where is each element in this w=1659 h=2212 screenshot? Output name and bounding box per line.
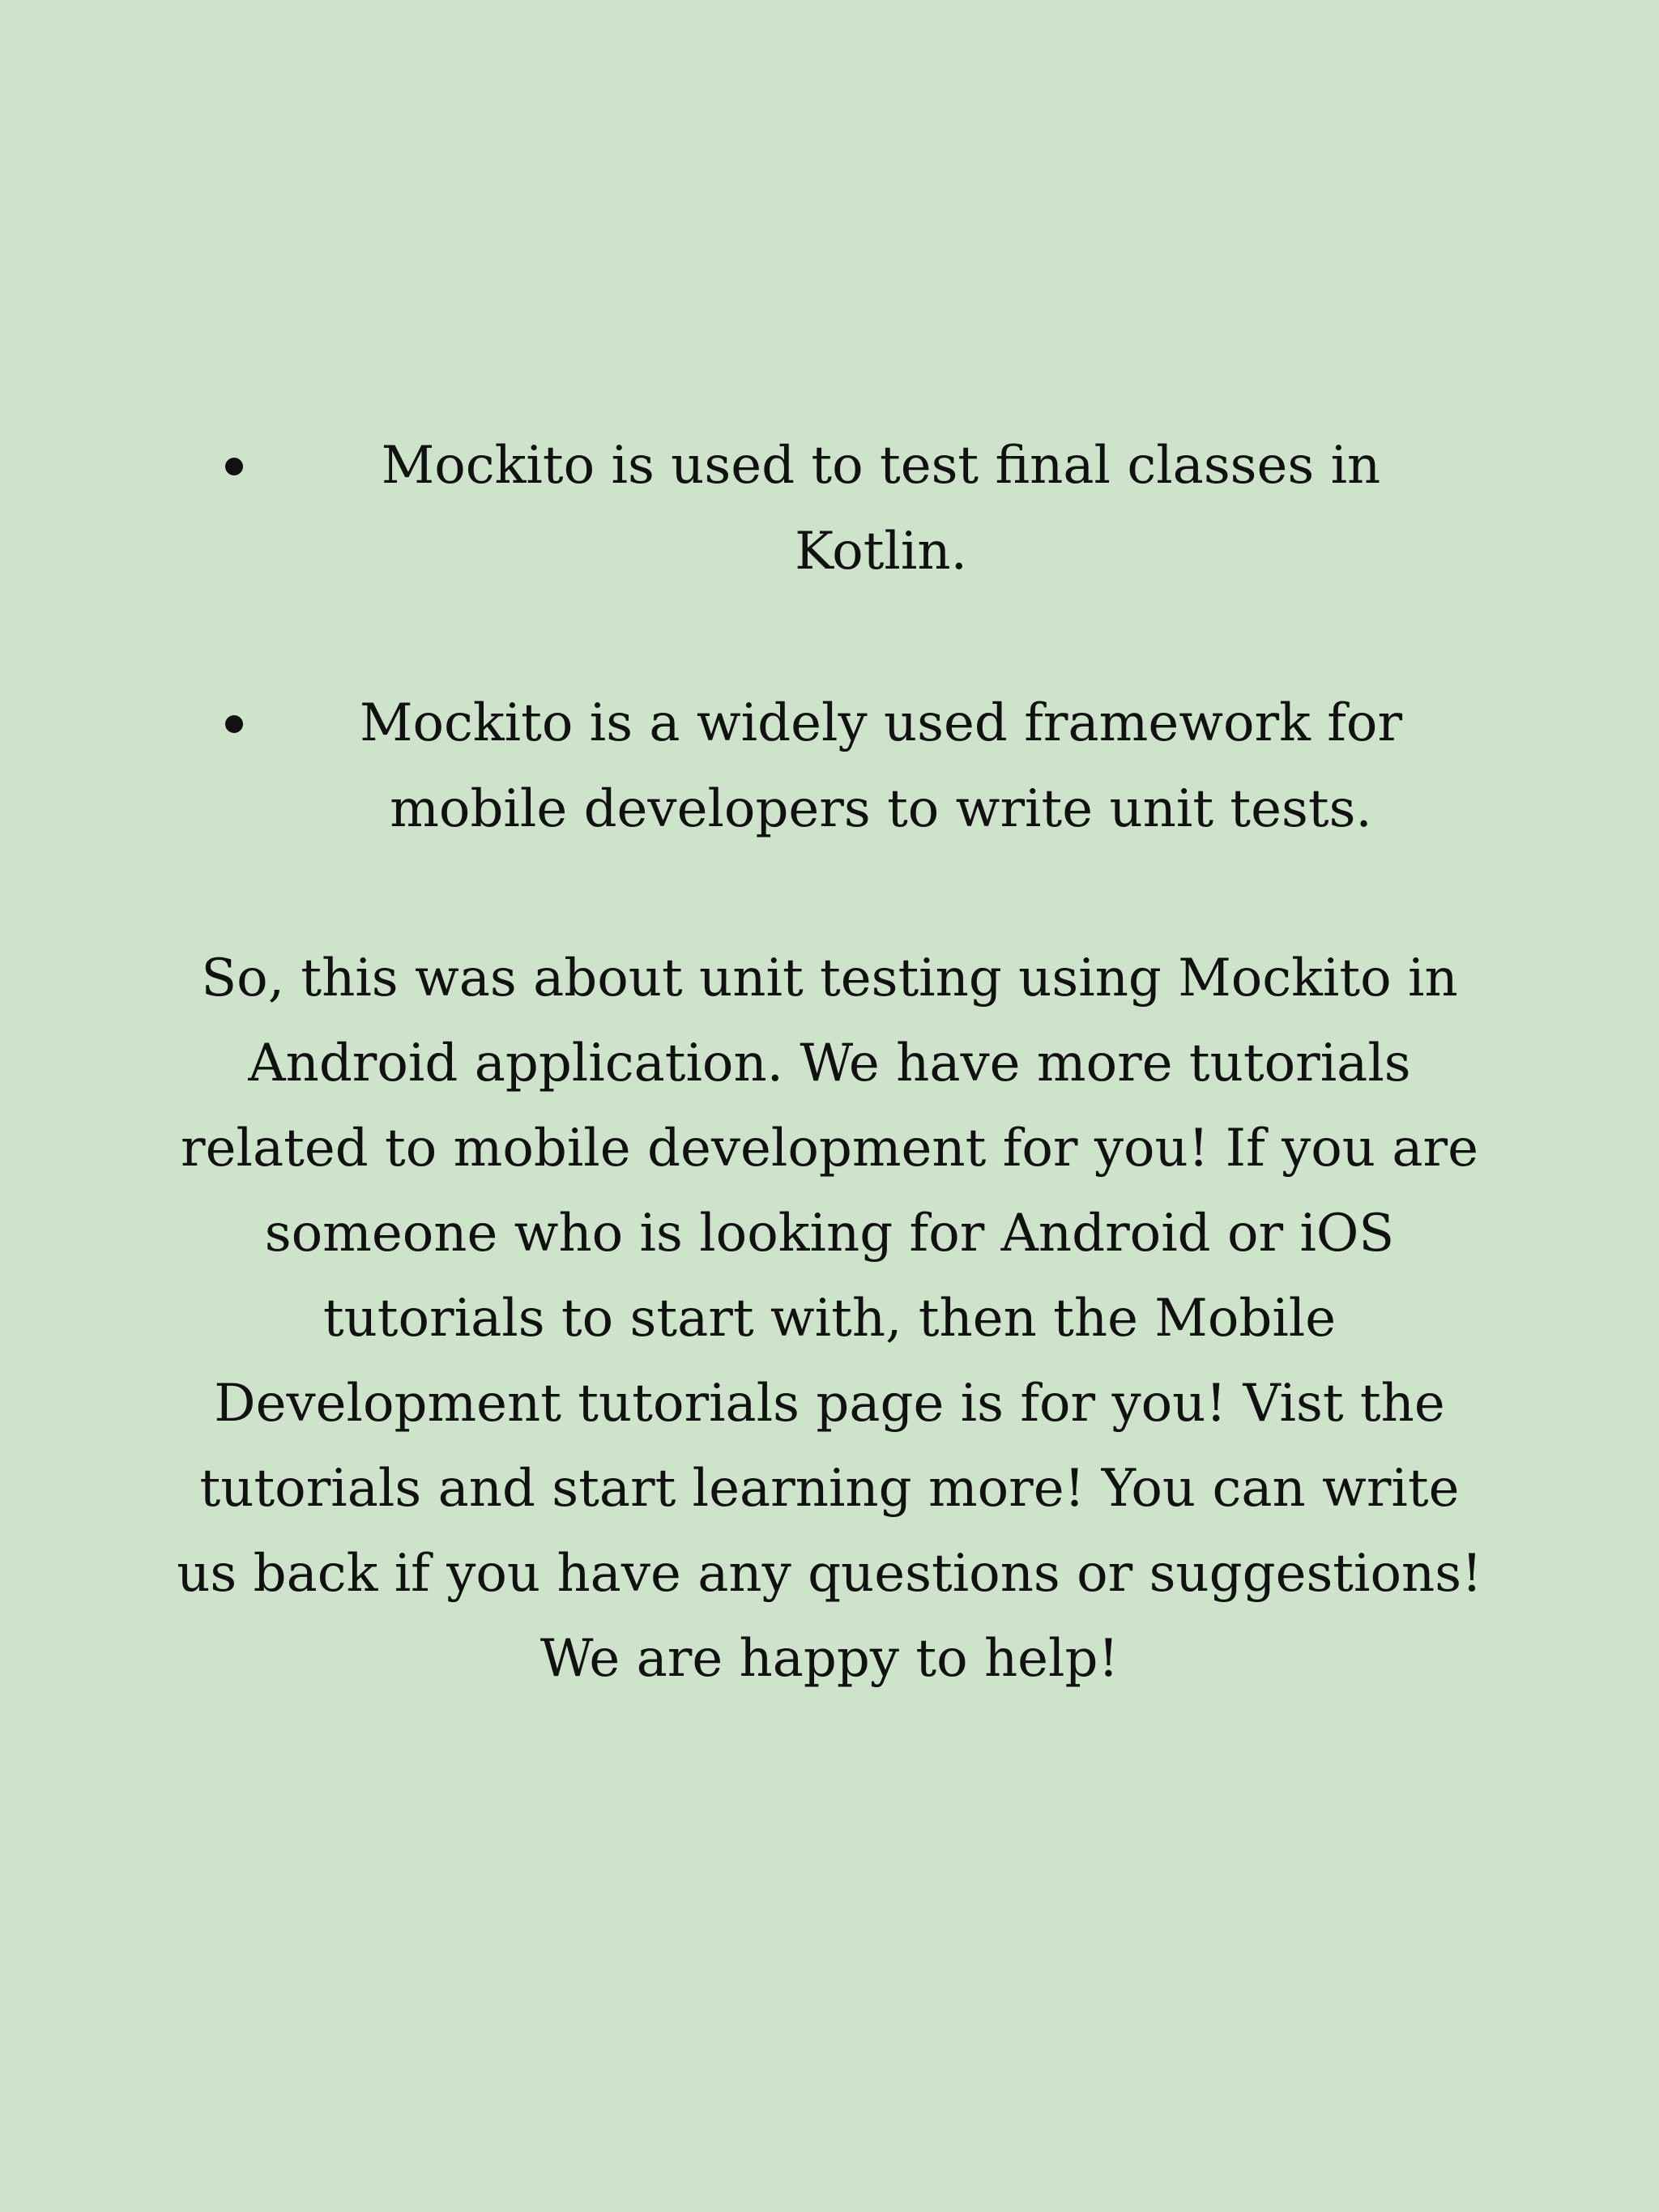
closing-paragraph: So, this was about unit testing using Mockito in Android application. We have more tutorials related to mobile development for you! If you are someone who is looking for Android or iOS tutorials to start with, then the Mobile Development tutorials page is for you! Vist the tutorials and start learning more! You can write us back if you have any questions or suggestions! We are happy to help! [177,948,1482,1689]
bullet-text: Mockito is used to test final classes in Kotlin. [381,436,1381,582]
bullet-dot-icon [225,715,243,733]
bullet-text: Mockito is a widely used framework for mobile developers to write unit tests. [359,693,1403,839]
bullet-dot-icon [225,458,243,475]
